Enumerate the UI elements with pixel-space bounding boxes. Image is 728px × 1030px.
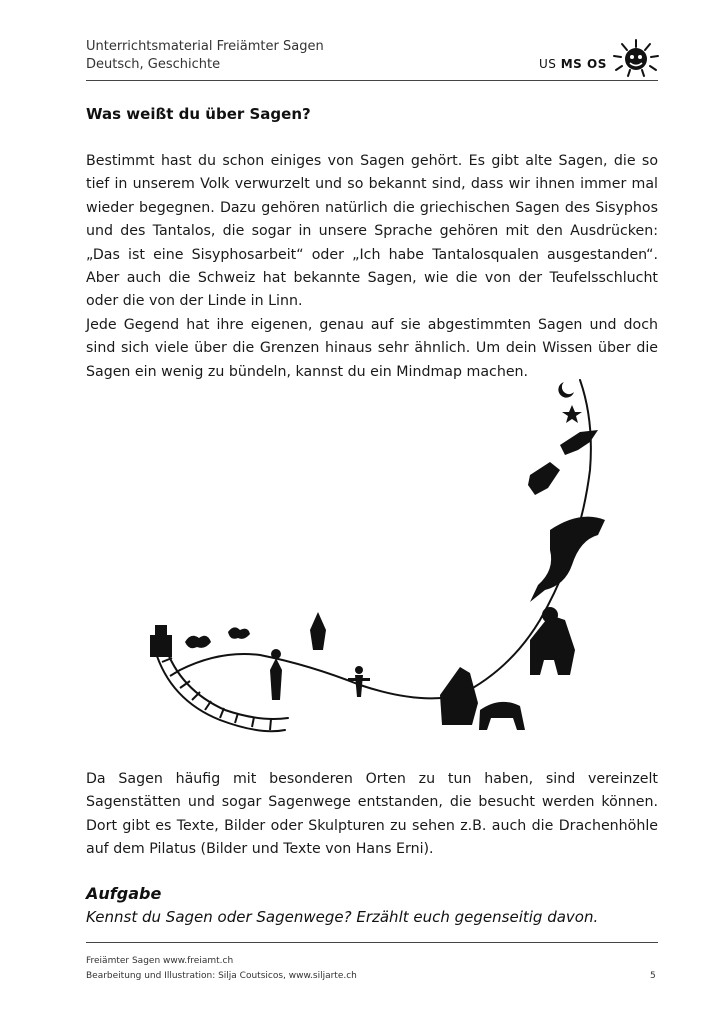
header-divider (86, 80, 658, 81)
brand-bold: MS OS (560, 57, 607, 71)
sagenwege-paragraph: Da Sagen häufig mit besonderen Orten zu tun haben, sind vereinzelt Sagenstätten und sogar Sagenwege entstanden, die besucht werden können. Dort gibt es Texte, Bilder oder Skulpturen zu sehen z.B. auch die Drachenhöhle auf dem Pilatus (Bilder und Texte von Hans Erni). (86, 771, 658, 858)
legend-path-illustration-icon (110, 370, 620, 750)
intro-text (86, 150, 658, 384)
footer-credits: Bearbeitung und Illustration: Silja Coutsicos, www.siljarte.ch (86, 971, 357, 981)
page-number: 5 (650, 971, 656, 981)
intro-paragraph-2: Jede Gegend hat ihre eigenen, genau auf sie abgestimmten Sagen und doch sind sich viele über die Grenzen hinaus sehr ähnlich. Um dein Wissen über die Sagen ein wenig zu bündeln, kannst du ein Mindmap machen. (86, 316, 658, 380)
page-title: Was weißt du über Sagen? (86, 105, 311, 123)
footer-divider (86, 942, 658, 943)
brand-prefix: US (539, 57, 557, 71)
footer-source: Freiämter Sagen www.freiamt.ch (86, 956, 234, 966)
sun-face-icon (610, 38, 662, 80)
header-title: Unterrichtsmaterial Freiämter Sagen (86, 39, 324, 54)
header-subject: Deutsch, Geschichte (86, 57, 221, 72)
intro-paragraph-1: Bestimmt hast du schon einiges von Sagen gehört. Es gibt alte Sagen, die so tief in unserem Volk verwurzelt und so bekannt sind, dass wir ihnen immer mal wieder begegnen. Dazu gehören natürlich die griechischen Sagen des Sisyphos und des Tantalos, die sogar in unsere Sprache gehören mit den Ausdrücken: „Das ist eine Sisyphosarbeit“ oder „Ich habe Tantalosqualen ausgestanden“. Aber auch die Schweiz hat bekannte Sagen, wie die von der Teufelsschlucht oder die von der Linde in Linn. (86, 153, 658, 310)
task-heading: Aufgabe (86, 884, 162, 903)
brand-label (539, 57, 607, 71)
task-text: Kennst du Sagen oder Sagenwege? Erzählt euch gegenseitig davon. (86, 908, 599, 926)
